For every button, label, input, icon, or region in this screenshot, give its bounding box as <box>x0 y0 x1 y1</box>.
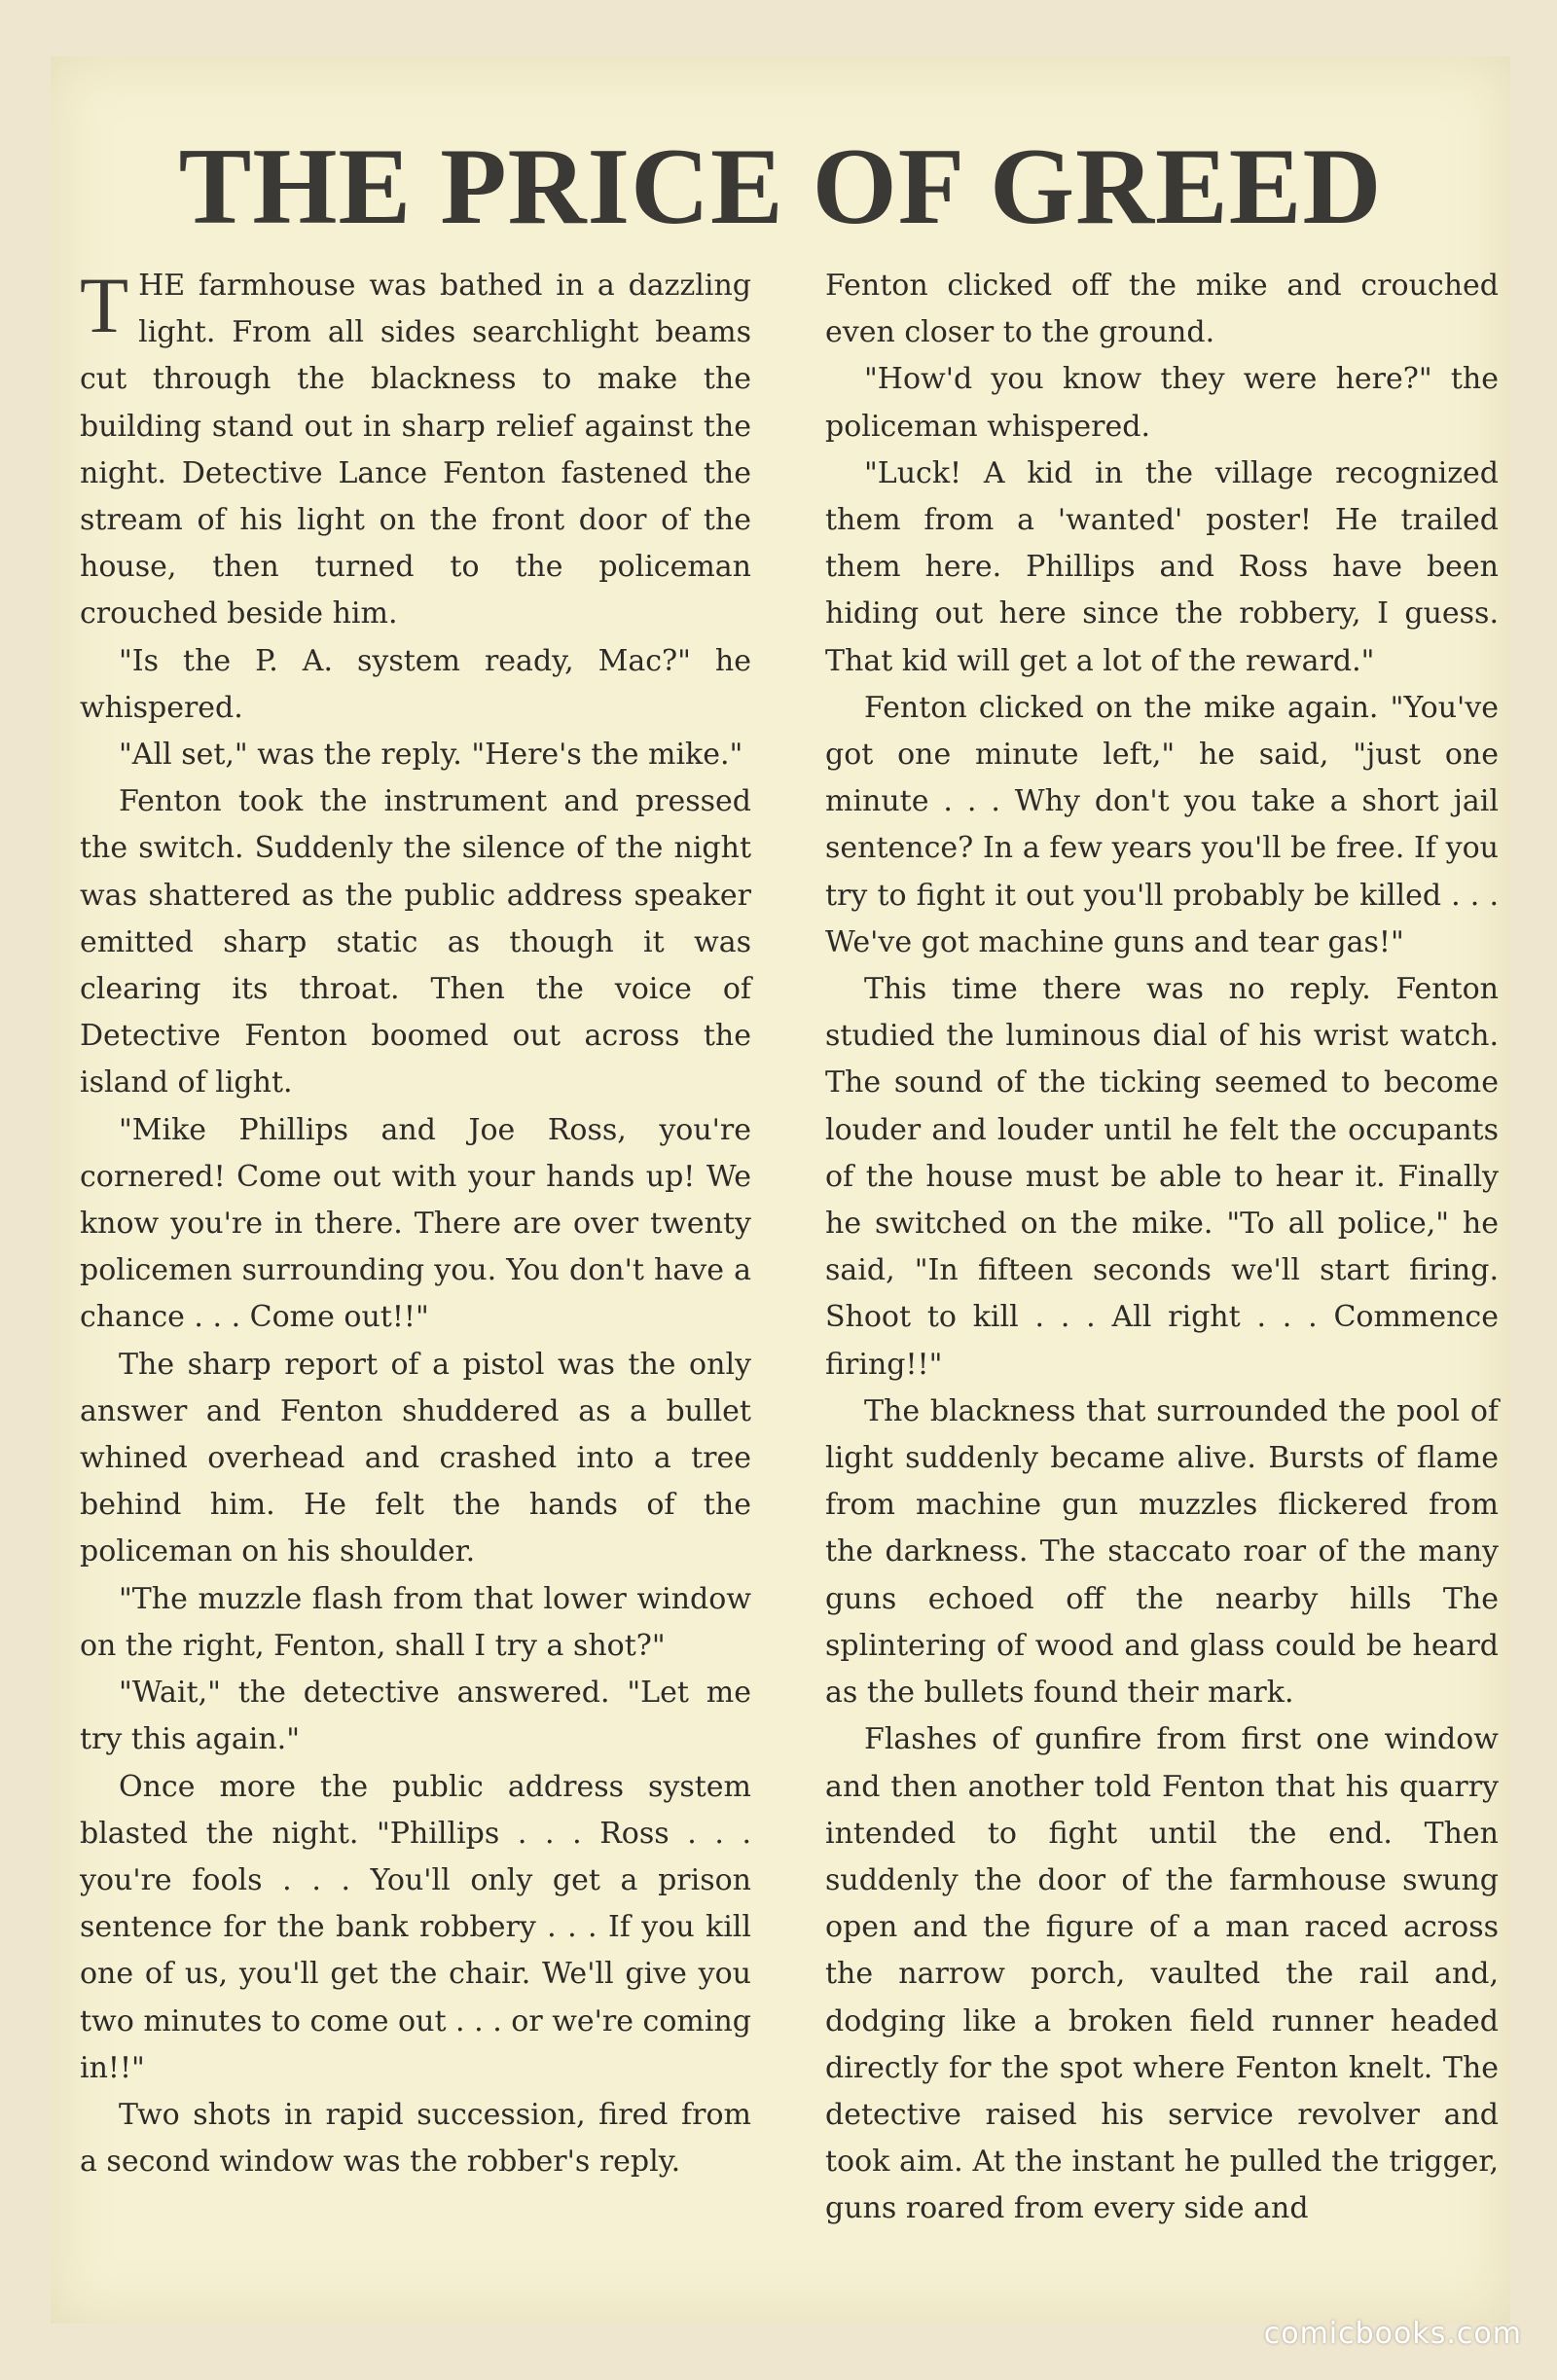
paragraph: Fenton clicked off the mike and crouched even closer to the ground. <box>825 269 1499 350</box>
story-page <box>51 56 1510 2324</box>
paragraph <box>80 263 751 638</box>
paragraph-text: HE farmhouse was bathed in a dazzling light. From all sides searchlight beams cut through the blackness to make the building stand out in sharp relief against the night. Detective Lance Fenton fastened the stream of his light on the front door of the house, then turned to the policeman crouched beside him. <box>80 269 751 631</box>
drop-cap: T <box>80 261 129 349</box>
paragraph: This time there was no reply. Fenton studied the luminous dial of his wrist watch. The sound of the ticking seemed to become louder and louder until he felt the occupants of the house must be able to hear it. Finally he switched on the mike. "To all police," he said, "In fifteen seconds we'll start firing. Shoot to kill . . . All right . . . Commence firing!!" <box>825 972 1499 1382</box>
paragraph: "How'd you know they were here?" the policeman whispered. <box>825 362 1499 444</box>
paragraph: "The muzzle flash from that lower window on the right, Fenton, shall I try a shot?" <box>80 1581 751 1663</box>
paragraph: "All set," was the reply. "Here's the mike." <box>119 738 743 773</box>
paragraph: "Luck! A kid in the village recognized them from a 'wanted' poster! He trailed them here. Phillips and Ross have been hiding out here since the robbery, I guess. That kid will get a lot of the reward." <box>825 455 1499 678</box>
right-text-column <box>825 263 1499 2233</box>
paragraph: Fenton took the instrument and pressed the switch. Suddenly the silence of the night was shattered as the public address speaker emitted sharp static as though it was clearing its throat. Then the voice of Detective Fenton boomed out across the island of light. <box>80 784 751 1100</box>
paragraph: Flashes of gunfire from first one window and then another told Fenton that his quarry intended to fight until the end. Then suddenly the door of the farmhouse swung open and the figure of a man raced across the narrow porch, vaulted the rail and, dodging like a broken field runner headed directly for the spot where Fenton knelt. The detective raised his service revolver and took aim. At the instant he pulled the trigger, guns roared from every side and <box>825 1722 1499 2226</box>
site-watermark: comicbooks.com <box>1263 2317 1522 2351</box>
paragraph: "Wait," the detective answered. "Let me try this again." <box>80 1676 751 1757</box>
paragraph: The blackness that surrounded the pool of light suddenly became alive. Bursts of flame from machine gun muzzles flickered from the darkness. The staccato roar of the many guns echoed off the nearby hills The splintering of wood and glass could be heard as the bullets found their mark. <box>825 1393 1499 1711</box>
paragraph: "Mike Phillips and Joe Ross, you're cornered! Come out with your hands up! We know you're in there. There are over twenty policemen surrounding you. You don't have a chance . . . Come out!!" <box>80 1112 751 1335</box>
paragraph: "Is the P. A. system ready, Mac?" he whispered. <box>80 643 751 725</box>
left-text-column <box>80 263 751 2185</box>
paragraph: The sharp report of a pistol was the only answer and Fenton shuddered as a bullet whined overhead and crashed into a tree behind him. He felt the hands of the policeman on his shoulder. <box>80 1347 751 1569</box>
paragraph: Fenton clicked on the mike again. "You've got one minute left," he said, "just one minute . . . Why don't you take a short jail sentence? In a few years you'll be free. If you try to fight it out you'll probably be killed . . . We've got machine guns and tear gas!" <box>825 690 1499 959</box>
paragraph: Once more the public address system blasted the night. "Phillips . . . Ross . . . you're fools . . . You'll only get a prison sentence for the bank robbery . . . If you kill one of us, you'll get the chair. We'll give you two minutes to come out . . . or we're coming in!!" <box>80 1769 751 2085</box>
story-title: THE PRICE OF GREED <box>178 126 1383 247</box>
paragraph: Two shots in rapid succession, fired from a second window was the robber's reply. <box>80 2097 751 2180</box>
